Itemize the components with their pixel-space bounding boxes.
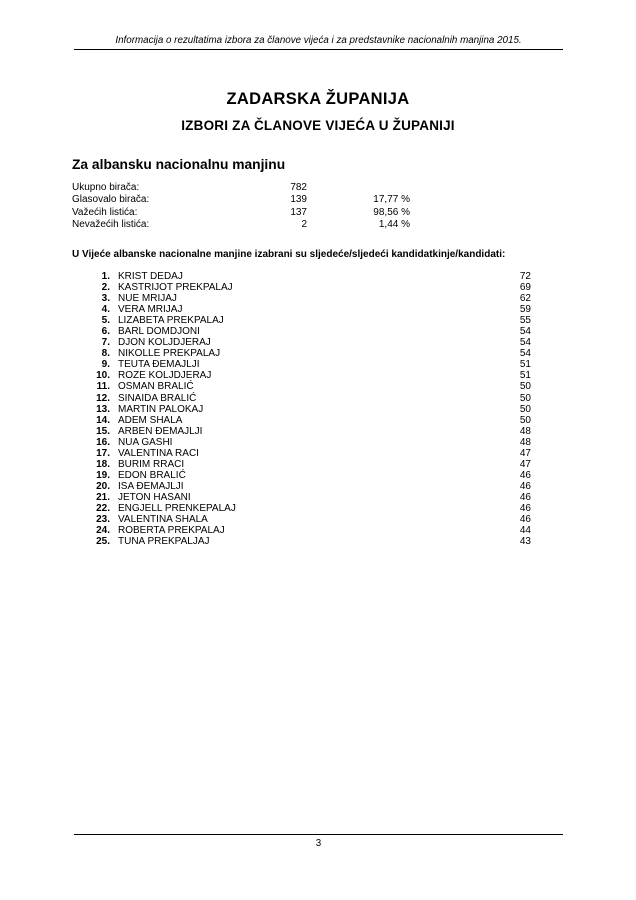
candidate-name: LIZABETA PREKPALAJ: [118, 315, 224, 327]
stats-row: [72, 194, 410, 206]
list-item: [85, 293, 531, 304]
list-item: [85, 415, 531, 426]
candidate-name: VALENTINA SHALA: [118, 514, 208, 526]
list-item: [85, 514, 531, 525]
list-item: [85, 459, 531, 470]
candidate-votes: 62: [519, 293, 531, 305]
candidate-name: BURIM RRACI: [118, 458, 185, 470]
voting-stats: [72, 182, 410, 232]
candidate-votes: 44: [519, 525, 531, 537]
list-item: [85, 326, 531, 337]
candidate-rank: 23.: [96, 514, 110, 526]
list-item: [85, 536, 531, 547]
list-item: [85, 470, 531, 481]
candidate-rank: 24.: [96, 525, 110, 537]
stats-value: 139: [290, 194, 307, 206]
stats-percentage: [307, 182, 410, 194]
candidate-name: SINAIDA BRALIĆ: [118, 392, 197, 404]
page-number: 3: [315, 838, 322, 849]
candidate-name: TUNA PREKPALJAJ: [118, 536, 210, 548]
candidate-name: KASTRIJOT PREKPALAJ: [118, 282, 233, 294]
candidate-name: MARTIN PALOKAJ: [118, 403, 204, 415]
candidate-votes: 47: [519, 458, 531, 470]
candidate-votes: 55: [519, 315, 531, 327]
candidate-name: VALENTINA RACI: [118, 447, 199, 459]
list-item: [85, 481, 531, 492]
list-item: [85, 282, 531, 293]
list-item: [85, 437, 531, 448]
candidate-name: ADEM SHALA: [118, 414, 183, 426]
candidate-votes: 46: [519, 469, 531, 481]
candidate-rank: 7.: [101, 337, 110, 349]
stats-value: 137: [290, 206, 307, 218]
header-rule: [74, 49, 563, 50]
candidate-rank: 19.: [96, 469, 110, 481]
stats-percentage: 98,56 %: [373, 206, 410, 218]
candidate-votes: 48: [519, 436, 531, 448]
candidate-votes: 46: [519, 502, 531, 514]
candidate-rank: 13.: [96, 403, 110, 415]
stats-label: Ukupno birača:: [72, 182, 140, 193]
candidate-name: NIKOLLE PREKPALAJ: [118, 348, 221, 360]
candidate-rank: 14.: [96, 414, 110, 426]
candidate-votes: 51: [519, 359, 531, 371]
candidate-list: [85, 271, 531, 547]
candidate-votes: 47: [519, 447, 531, 459]
candidate-votes: 54: [519, 326, 531, 338]
candidate-votes: 50: [519, 403, 531, 415]
candidate-name: NUE MRIJAJ: [118, 293, 177, 305]
candidate-rank: 8.: [101, 348, 110, 360]
candidate-votes: 50: [519, 414, 531, 426]
candidate-name: JETON HASANI: [118, 491, 191, 503]
list-item: [85, 337, 531, 348]
stats-row: [72, 207, 410, 219]
list-item: [85, 404, 531, 415]
stats-label: Nevažećih listića:: [72, 219, 150, 231]
candidate-rank: 12.: [96, 392, 110, 404]
footer-rule: [74, 834, 563, 835]
candidate-name: ROBERTA PREKPALAJ: [118, 525, 225, 537]
page-title: ZADARSKA ŽUPANIJA: [226, 90, 410, 108]
list-item: [85, 492, 531, 503]
candidate-name: EDON BRALIĆ: [118, 469, 186, 481]
list-item: [85, 448, 531, 459]
candidate-votes: 43: [519, 536, 531, 548]
candidate-rank: 5.: [101, 315, 110, 327]
candidate-rank: 6.: [101, 326, 110, 338]
list-item: [85, 370, 531, 381]
candidate-votes: 50: [519, 392, 531, 404]
candidate-name: DJON KOLJDJERAJ: [118, 337, 211, 349]
list-item: [85, 503, 531, 514]
stats-row: [72, 219, 410, 231]
candidate-rank: 20.: [96, 480, 110, 492]
candidate-rank: 22.: [96, 502, 110, 514]
stats-value: 782: [290, 182, 307, 193]
stats-row: [72, 182, 410, 194]
candidate-rank: 15.: [96, 425, 110, 437]
candidate-rank: 11.: [96, 381, 110, 393]
candidate-votes: 46: [519, 514, 531, 526]
candidate-votes: 51: [519, 370, 531, 382]
candidate-name: BARL DOMDJONI: [118, 326, 200, 338]
stats-percentage: 1,44 %: [378, 219, 410, 231]
candidate-name: ISA ĐEMAJLJI: [118, 480, 184, 492]
list-item: [85, 348, 531, 359]
candidate-votes: 72: [519, 271, 531, 282]
stats-percentage: 17,77 %: [373, 194, 410, 206]
candidate-name: TEUTA ĐEMAJLJI: [118, 359, 200, 371]
candidate-votes: 46: [519, 491, 531, 503]
candidate-name: ARBEN ĐEMAJLJI: [118, 425, 203, 437]
list-item: [85, 381, 531, 392]
list-item: [85, 315, 531, 326]
candidate-rank: 17.: [96, 447, 110, 459]
stats-value: 2: [301, 219, 307, 231]
running-header: Informacija o rezultatima izbora za članove vijeća i za predstavnike nacionalnih manjina 2015.: [115, 35, 522, 46]
candidate-name: ROZE KOLJDJERAJ: [118, 370, 212, 382]
candidate-votes: 48: [519, 425, 531, 437]
candidate-votes: 59: [519, 304, 531, 316]
candidate-rank: 2.: [101, 282, 110, 294]
candidate-name: NUA GASHI: [118, 436, 173, 448]
candidate-name: KRIST DEDAJ: [118, 271, 183, 282]
candidate-name: ENGJELL PRENKEPALAJ: [118, 502, 236, 514]
candidate-votes: 46: [519, 480, 531, 492]
candidate-rank: 10.: [96, 370, 110, 382]
candidate-rank: 3.: [101, 293, 110, 305]
candidate-rank: 9.: [101, 359, 110, 371]
candidate-votes: 50: [519, 381, 531, 393]
list-item: [85, 271, 531, 282]
candidate-rank: 21.: [96, 491, 110, 503]
list-item: [85, 426, 531, 437]
candidate-rank: 16.: [96, 436, 110, 448]
candidate-rank: 25.: [96, 536, 110, 548]
list-item: [85, 359, 531, 370]
candidate-votes: 54: [519, 348, 531, 360]
candidate-name: OSMAN BRALIĆ: [118, 381, 194, 393]
stats-label: Važećih listića:: [72, 206, 138, 218]
stats-label: Glasovalo birača:: [72, 194, 150, 206]
candidate-votes: 69: [519, 282, 531, 294]
candidate-rank: 18.: [96, 458, 110, 470]
candidate-rank: 4.: [101, 304, 110, 316]
candidate-votes: 54: [519, 337, 531, 349]
list-item: [85, 393, 531, 404]
candidate-rank: 1.: [101, 271, 110, 282]
candidate-list-intro: U Vijeće albanske nacionalne manjine izabrani su sljedeće/sljedeći kandidatkinje/kandidati:: [72, 249, 506, 260]
list-item: [85, 525, 531, 536]
page-subtitle: IZBORI ZA ČLANOVE VIJEĆA U ŽUPANIJI: [181, 118, 455, 133]
section-heading: Za albansku nacionalnu manjinu: [72, 157, 286, 172]
candidate-name: VERA MRIJAJ: [118, 304, 183, 316]
list-item: [85, 304, 531, 315]
